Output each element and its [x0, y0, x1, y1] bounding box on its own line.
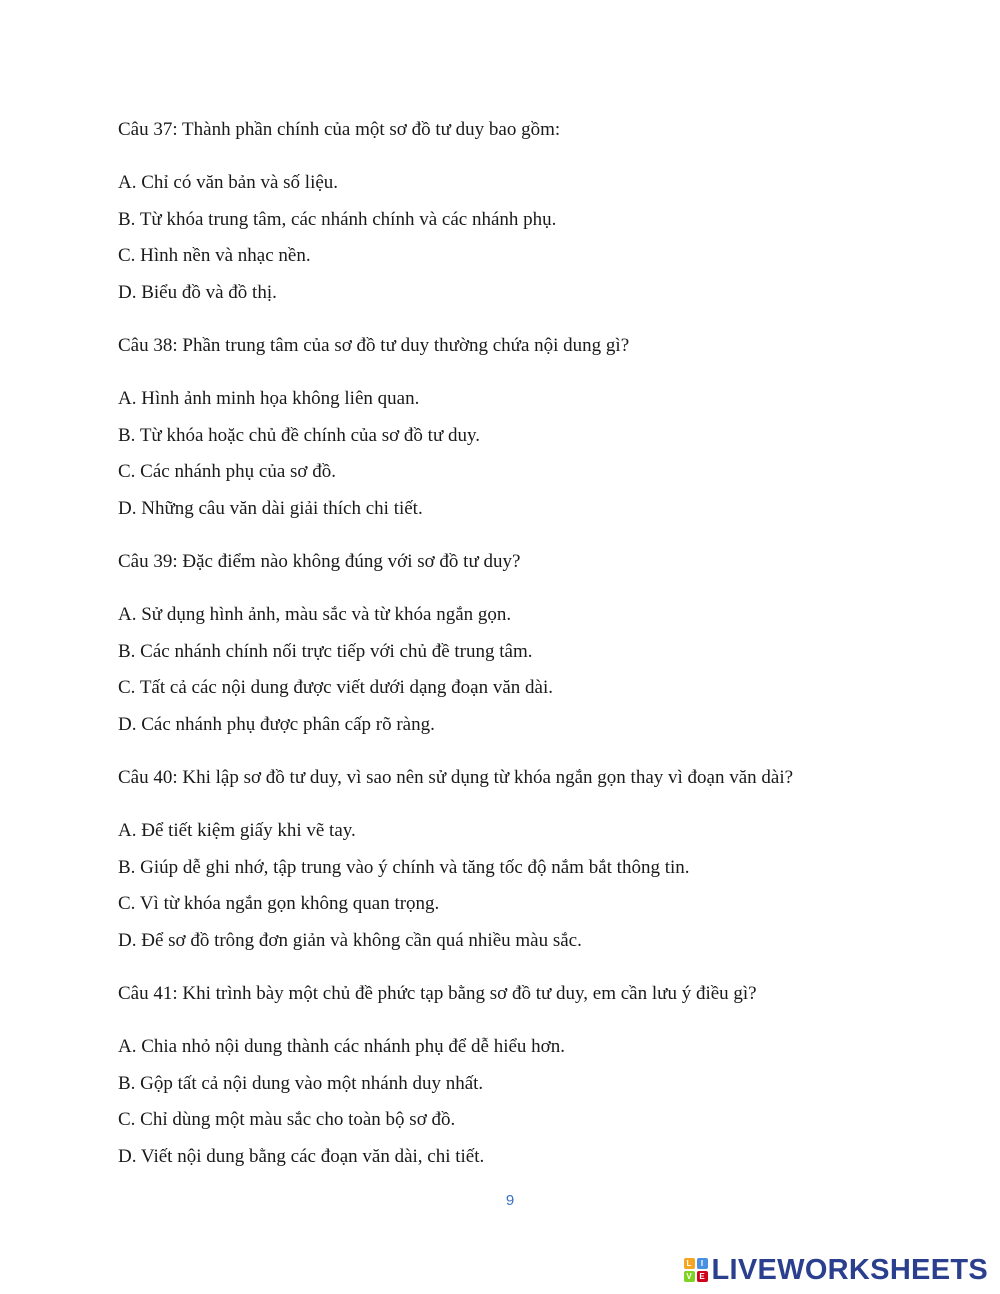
question-38 — [118, 328, 938, 527]
logo-letter-v: V — [684, 1271, 695, 1282]
question-41 — [118, 976, 938, 1175]
question-title: Câu 40: Khi lập sơ đồ tư duy, vì sao nên sử dụng từ khóa ngắn gọn thay vì đoạn văn dài? — [118, 767, 794, 788]
question-title: Câu 39: Đặc điểm nào không đúng với sơ đồ tư duy? — [118, 551, 521, 572]
option-d: D. Biểu đồ và đồ thị. — [118, 281, 277, 303]
question-title: Câu 41: Khi trình bày một chủ đề phức tạp bằng sơ đồ tư duy, em cần lưu ý điều gì? — [118, 983, 757, 1004]
option-d: D. Để sơ đồ trông đơn giản và không cần quá nhiều màu sắc. — [118, 929, 582, 951]
page-number: 9 — [505, 1192, 515, 1209]
option-c: C. Chỉ dùng một màu sắc cho toàn bộ sơ đồ. — [118, 1109, 456, 1130]
question-title: Câu 37: Thành phần chính của một sơ đồ tư duy bao gồm: — [118, 119, 561, 140]
logo-letter-e: E — [697, 1271, 708, 1282]
option-d: D. Viết nội dung bằng các đoạn văn dài, chi tiết. — [118, 1145, 485, 1167]
option-b: B. Từ khóa trung tâm, các nhánh chính và các nhánh phụ. — [118, 208, 557, 230]
option-b: B. Gộp tất cả nội dung vào một nhánh duy nhất. — [118, 1072, 484, 1094]
option-a: A. Để tiết kiệm giấy khi vẽ tay. — [118, 820, 356, 841]
option-b: B. Các nhánh chính nối trực tiếp với chủ đề trung tâm. — [118, 640, 533, 662]
question-40 — [118, 760, 938, 959]
logo-letter-l: L — [684, 1258, 695, 1269]
option-b: B. Từ khóa hoặc chủ đề chính của sơ đồ tư duy. — [118, 424, 481, 446]
question-title: Câu 38: Phần trung tâm của sơ đồ tư duy thường chứa nội dung gì? — [118, 335, 630, 356]
option-a: A. Chia nhỏ nội dung thành các nhánh phụ để dễ hiểu hơn. — [118, 1036, 565, 1057]
option-c: C. Vì từ khóa ngắn gọn không quan trọng. — [118, 893, 440, 914]
liveworksheets-logo-icon — [684, 1258, 708, 1282]
liveworksheets-logo[interactable] — [684, 1252, 989, 1288]
document-page — [118, 112, 938, 1175]
liveworksheets-wordmark: LIVEWORKSHEETS — [711, 1253, 988, 1286]
option-a: A. Sử dụng hình ảnh, màu sắc và từ khóa ngắn gọn. — [118, 604, 512, 625]
option-d: D. Những câu văn dài giải thích chi tiết. — [118, 497, 423, 519]
option-d: D. Các nhánh phụ được phân cấp rõ ràng. — [118, 713, 435, 735]
option-a: A. Chỉ có văn bản và số liệu. — [118, 172, 339, 193]
option-c: C. Các nhánh phụ của sơ đồ. — [118, 461, 336, 482]
option-a: A. Hình ảnh minh họa không liên quan. — [118, 388, 420, 409]
logo-letter-i: I — [697, 1258, 708, 1269]
question-37 — [118, 112, 938, 311]
option-b: B. Giúp dễ ghi nhớ, tập trung vào ý chính và tăng tốc độ nắm bắt thông tin. — [118, 856, 690, 878]
option-c: C. Hình nền và nhạc nền. — [118, 245, 311, 266]
option-c: C. Tất cả các nội dung được viết dưới dạng đoạn văn dài. — [118, 677, 553, 698]
question-39 — [118, 544, 938, 743]
